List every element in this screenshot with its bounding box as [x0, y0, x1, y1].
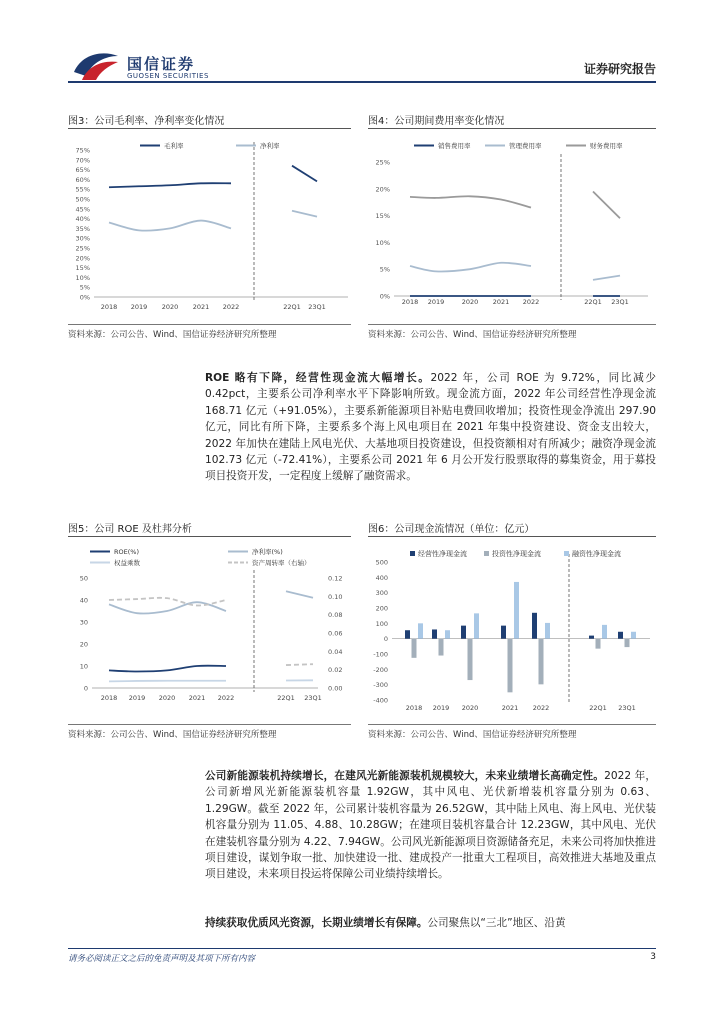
y-tick-label: 200: [375, 604, 388, 613]
bar: [405, 630, 410, 638]
series-quarter-line: [593, 276, 620, 280]
bar: [439, 639, 444, 656]
y-tick-label: 300: [375, 589, 388, 598]
bar: [468, 639, 473, 680]
x-tick-label: 2022: [217, 694, 235, 702]
y-tick-label: 15%: [375, 212, 390, 221]
bar: [514, 582, 519, 639]
chart-fig5: [68, 540, 351, 726]
figure-title: 图5：公司 ROE 及杜邦分析: [68, 524, 192, 535]
legend-label: 融资性净现金流: [572, 550, 621, 558]
y-tick-label: 0%: [379, 292, 390, 301]
figure-6: [368, 520, 656, 742]
figure-title: 图4：公司期间费用率变化情况: [368, 116, 505, 127]
series-quarter-line: [286, 591, 313, 598]
series-line: [109, 221, 231, 231]
bar: [501, 626, 506, 639]
x-tick-label: 2021: [501, 704, 519, 712]
figure-bottom-rule: [68, 724, 351, 725]
legend-label: 资产周转率（右轴）: [252, 559, 311, 567]
figure-bottom-rule: [368, 724, 656, 725]
bar: [461, 626, 466, 639]
x-tick-label: 22Q1: [283, 303, 301, 311]
y-tick-label: 25%: [375, 158, 390, 167]
bar: [602, 625, 607, 639]
y-tick-label: 100: [375, 619, 388, 628]
legend-label: 权益乘数: [114, 559, 140, 567]
y2-tick-label: 0.02: [328, 666, 343, 675]
y-tick-label: 500: [375, 558, 388, 567]
brand-name-en: GUOSEN SECURITIES: [127, 72, 209, 80]
legend-label: 净利率: [260, 142, 280, 150]
y-tick-label: 40: [79, 596, 88, 605]
paragraph-lead: 公司新能源装机持续增长，在建风光新能源装机规模较大，未来业绩增长高确定性。: [205, 770, 605, 782]
figure-title: 图6：公司现金流情况（单位：亿元）: [368, 524, 535, 535]
bar: [545, 623, 550, 639]
y-tick-label: 0%: [79, 293, 90, 302]
figure-title: 图3：公司毛利率、净利率变化情况: [68, 116, 225, 127]
x-tick-label: 2020: [461, 704, 479, 712]
figure-top-rule: [368, 536, 656, 537]
figure-source: 资料来源：公司公告、Wind、国信证券经济研究所整理: [68, 730, 277, 740]
x-tick-label: 2018: [401, 298, 419, 306]
y-tick-label: 50: [79, 574, 88, 583]
y-tick-label: -200: [373, 665, 388, 674]
bar: [596, 639, 601, 649]
paragraph-lead: 持续获取优质风光资源，长期业绩增长有保障。: [205, 917, 428, 929]
y-tick-label: 70%: [75, 156, 90, 165]
legend-swatch: [410, 551, 415, 556]
y2-tick-label: 0.06: [328, 629, 343, 638]
series-quarter-line: [292, 166, 317, 182]
bar: [508, 639, 513, 693]
legend-label: 管理费用率: [509, 142, 542, 150]
x-tick-label: 2021: [492, 298, 510, 306]
figure-source: 资料来源：公司公告、Wind、国信证券经济研究所整理: [68, 330, 277, 340]
y-tick-label: 60%: [75, 175, 90, 184]
y-tick-label: -100: [373, 650, 388, 659]
page-number: 3: [650, 952, 656, 962]
y-tick-label: 10%: [375, 238, 390, 247]
figure-source: 资料来源：公司公告、Wind、国信证券经济研究所整理: [368, 730, 577, 740]
footer-disclaimer: 请务必阅读正文之后的免责声明及其项下所有内容: [68, 954, 256, 964]
paragraph-lead: ROE 略有下降，经营性现金流大幅增长。: [205, 372, 431, 384]
footer-divider: [68, 948, 656, 949]
series-quarter-line: [286, 664, 313, 665]
x-tick-label: 23Q1: [618, 704, 636, 712]
x-tick-label: 2019: [128, 694, 146, 702]
x-tick-label: 2020: [158, 694, 176, 702]
y-tick-label: 75%: [75, 146, 90, 155]
figure-4: [368, 112, 656, 342]
series-quarter-line: [593, 191, 620, 218]
x-tick-label: 2018: [100, 694, 118, 702]
y-tick-label: -300: [373, 681, 388, 690]
x-tick-label: 2022: [222, 303, 240, 311]
bar: [532, 613, 537, 639]
legend-swatch: [484, 551, 489, 556]
chart-fig4: [368, 132, 656, 322]
legend-label: 经营性净现金流: [418, 550, 467, 558]
series-line: [410, 196, 531, 207]
report-type: 证券研究报告: [583, 62, 656, 76]
figure-top-rule: [368, 128, 656, 129]
x-tick-label: 2022: [522, 298, 540, 306]
y-tick-label: 25%: [75, 244, 90, 253]
x-tick-label: 2019: [432, 704, 450, 712]
legend-label: 销售费用率: [438, 142, 471, 150]
bar: [589, 636, 594, 639]
bar: [418, 623, 423, 638]
series-line: [109, 681, 226, 682]
figure-bottom-rule: [368, 324, 656, 325]
figure-3: [68, 112, 351, 342]
y-tick-label: -400: [373, 696, 388, 705]
x-tick-label: 2018: [405, 704, 423, 712]
y-tick-label: 45%: [75, 205, 90, 214]
y-tick-label: 15%: [75, 264, 90, 273]
paragraph-roe-cashflow: [205, 370, 656, 485]
legend-label: ROE(%): [114, 548, 139, 556]
legend-label: 净利率(%): [252, 548, 283, 556]
bar: [474, 613, 479, 638]
chart-fig3: [68, 132, 351, 322]
x-tick-label: 23Q1: [304, 694, 322, 702]
y2-tick-label: 0.00: [328, 684, 343, 693]
series-line: [109, 183, 231, 187]
y2-tick-label: 0.08: [328, 611, 343, 620]
x-tick-label: 23Q1: [611, 298, 629, 306]
y-tick-label: 5%: [379, 265, 390, 274]
legend-label: 投资性净现金流: [492, 550, 541, 558]
x-tick-label: 2019: [130, 303, 148, 311]
paragraph-body: 2022 年，公司新增风光新能源装机容量 1.92GW，其中风电、光伏新增装机容量分别为 0.63、1.29GW。截至 2022 年，公司累计装机容量为 26.52GW，其中陆上风电、海上风电、光伏装机容量分别为 11.05、4.88、10.28GW；在建项目装机容量合计 12.23GW，其中风电、光伏在建装机容量分别为 4.22、7.94GW。公司风光新能源项目资源储备充足，未来公司将加快推进项目建设，谋划争取一批、加快建设一批、建成投产一批重大工程项目，高效推进大基地及重点项目建设，未来项目投运将保障公司业绩持续增长。: [205, 770, 657, 881]
x-tick-label: 23Q1: [308, 303, 326, 311]
x-tick-label: 2020: [161, 303, 179, 311]
y-tick-label: 40%: [75, 215, 90, 224]
bar: [432, 629, 437, 638]
y-tick-label: 30: [79, 618, 88, 627]
y-tick-label: 10%: [75, 273, 90, 282]
bar: [625, 639, 630, 647]
y-tick-label: 35%: [75, 224, 90, 233]
paragraph-capacity-growth: [205, 768, 656, 883]
brand-name-cn: 国信证券: [127, 55, 196, 73]
y-tick-label: 5%: [79, 283, 90, 292]
y-tick-label: 65%: [75, 166, 90, 175]
x-tick-label: 2020: [461, 298, 479, 306]
series-quarter-line: [292, 211, 317, 217]
bar: [631, 632, 636, 639]
figure-5: [68, 520, 351, 742]
header-divider: [68, 81, 656, 83]
paragraph-body: 公司聚焦以“三北”地区、沿黄: [427, 917, 566, 929]
figure-top-rule: [68, 128, 351, 129]
bar: [539, 639, 544, 685]
series-line: [109, 666, 226, 672]
x-tick-label: 2021: [192, 303, 210, 311]
legend-label: 毛利率: [164, 142, 184, 150]
paragraph-resources: [205, 915, 656, 931]
y-tick-label: 20%: [375, 185, 390, 194]
page-header: [0, 0, 724, 90]
figure-top-rule: [68, 536, 351, 537]
legend-swatch: [564, 551, 569, 556]
y-tick-label: 30%: [75, 234, 90, 243]
paragraph-body: 2022 年，公司 ROE 为 9.72%，同比减少 0.42pct，主要系公司净利率水平下降影响所致。现金流方面，2022 年公司经营性净现金流 168.71 亿元（+91.05%），主要系新能源项目补贴电费回收增加；投资性现金净流出 297.90 亿元，同比有所下降，主要系多个海上风电项目在 2021 年集中投资建设、资金支出较大，2022 年加快在建陆上风电光伏、大基地项目投资建设，但投资额相对有所减少；融资净现金流 102.73 亿元（-72.41%），主要系公司 2021 年 6 月公开发行股票取得的募集资金，用于募投项目投资开发，一定程度上缓解了融资需求。: [205, 372, 656, 483]
guosen-logo-icon: [72, 50, 120, 82]
chart-fig6: [368, 540, 656, 726]
x-tick-label: 22Q1: [584, 298, 602, 306]
x-tick-label: 2018: [100, 303, 118, 311]
x-tick-label: 2022: [532, 704, 550, 712]
y-tick-label: 50%: [75, 195, 90, 204]
figure-bottom-rule: [68, 324, 351, 325]
x-tick-label: 22Q1: [589, 704, 607, 712]
y-tick-label: 10: [79, 662, 88, 671]
legend-label: 财务费用率: [590, 142, 623, 150]
y-tick-label: 0: [83, 684, 88, 693]
x-tick-label: 2021: [188, 694, 206, 702]
y-tick-label: 55%: [75, 185, 90, 194]
x-tick-label: 2019: [427, 298, 445, 306]
y2-tick-label: 0.12: [328, 574, 343, 583]
y2-tick-label: 0.04: [328, 647, 343, 656]
y-tick-label: 0: [383, 635, 388, 644]
y2-tick-label: 0.10: [328, 592, 343, 601]
y-tick-label: 400: [375, 573, 388, 582]
x-tick-label: 22Q1: [277, 694, 295, 702]
bar: [412, 639, 417, 658]
figure-source: 资料来源：公司公告、Wind、国信证券经济研究所整理: [368, 330, 577, 340]
series-line: [410, 263, 531, 272]
y-tick-label: 20: [79, 640, 88, 649]
bar: [618, 632, 623, 639]
series-line: [109, 598, 226, 606]
y-tick-label: 20%: [75, 254, 90, 263]
bar: [445, 630, 450, 638]
